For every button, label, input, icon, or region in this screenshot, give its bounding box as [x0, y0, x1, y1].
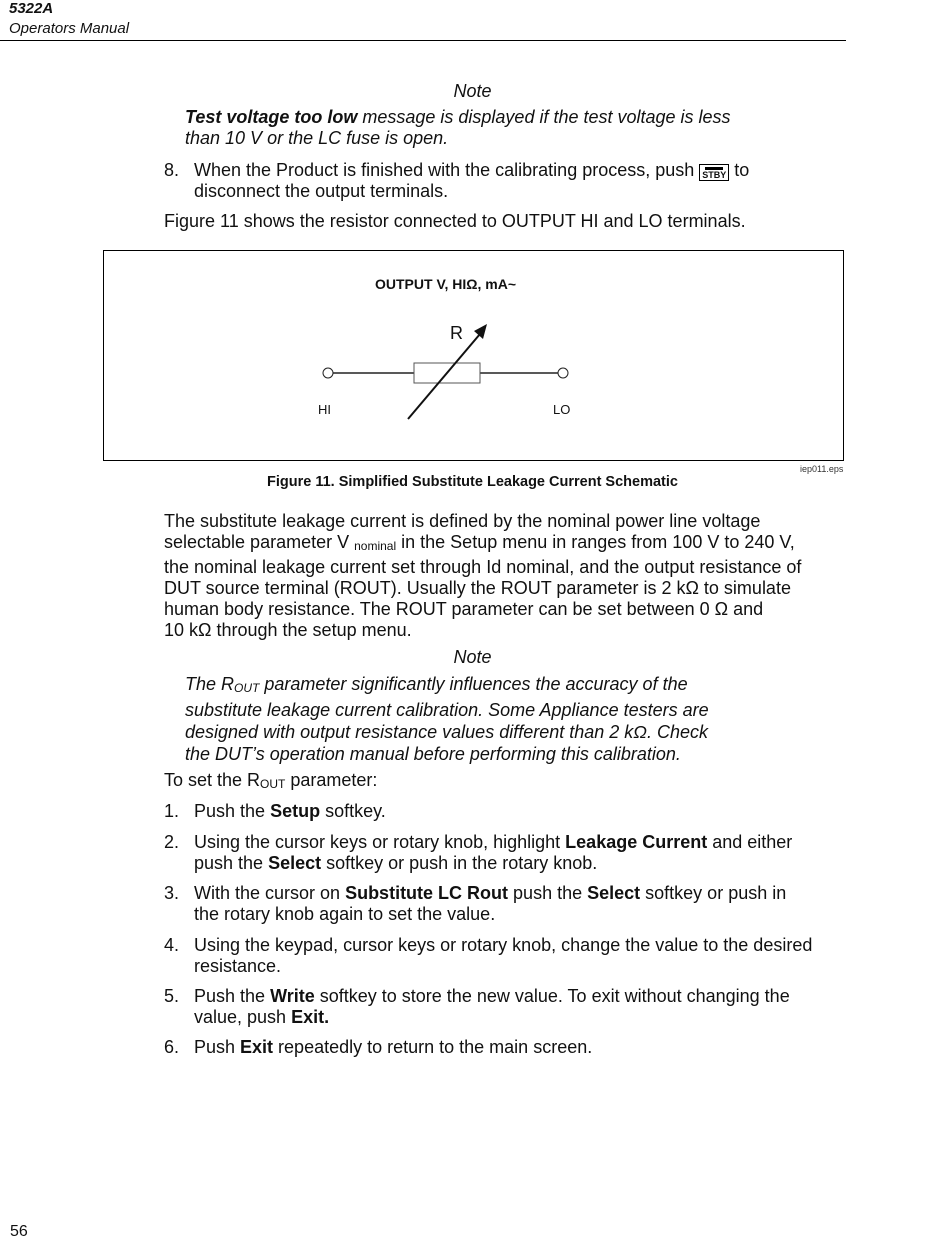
text-run: Using the keypad, cursor keys or rotary knob, change the value to the desired: [194, 935, 813, 955]
bold-text: Leakage Current: [565, 832, 708, 852]
step-number: 5.: [164, 986, 180, 1006]
subscript-text: OUT: [260, 777, 286, 791]
text-line: [194, 986, 790, 1007]
step-number: 1.: [164, 801, 180, 821]
text-line: [164, 599, 801, 620]
text-run: designed with output resistance values different than 2 kΩ. Check: [185, 722, 708, 742]
text-line: [164, 557, 801, 578]
text-line: [164, 770, 377, 795]
step-number: 8.: [164, 160, 180, 180]
step-number: 6.: [164, 1037, 180, 1057]
text-run: value, push: [194, 1007, 292, 1027]
bold-text: Select: [587, 883, 641, 903]
text-run: substitute leakage current calibration. Some Appliance testers are: [185, 700, 709, 720]
note-text: [185, 107, 731, 149]
step-text: [194, 986, 790, 1028]
text-run: the DUT’s operation manual before performing this calibration.: [185, 744, 681, 764]
text-line: [194, 904, 786, 925]
hi-terminal: [323, 368, 333, 378]
lo-terminal-label: LO: [553, 402, 571, 417]
step-text: to: [729, 160, 750, 180]
header-rule: [0, 40, 846, 41]
text-run: DUT source terminal (ROUT). Usually the ROUT parameter is 2 kΩ to simulate: [164, 578, 791, 598]
text-line: [164, 620, 801, 641]
text-run: parameter significantly influences the accuracy of the: [259, 674, 688, 694]
text-line: [194, 1037, 592, 1058]
text-run: The R: [185, 674, 235, 694]
bold-text: Test voltage too low: [185, 107, 358, 127]
text-run: Push: [194, 1037, 241, 1057]
figure-intro: Figure 11 shows the resistor connected to OUTPUT HI and LO terminals.: [164, 211, 746, 231]
stby-key-icon: STBY: [699, 164, 729, 181]
bold-text: Exit: [240, 1037, 274, 1057]
text-line: [194, 935, 812, 956]
text-line: [194, 1007, 790, 1028]
text-line: [185, 128, 731, 149]
text-run: softkey.: [320, 801, 386, 821]
bold-text: Setup: [270, 801, 321, 821]
text-run: Push the: [194, 801, 271, 821]
text-line: [194, 801, 386, 822]
header-subtitle: Operators Manual: [9, 20, 130, 37]
note-title: Note: [453, 81, 492, 101]
figure-11-schematic: [103, 250, 844, 461]
step-8-text: [194, 160, 749, 202]
step-text: disconnect the output terminals.: [194, 181, 449, 201]
text-line: [194, 956, 812, 977]
bold-text: Write: [270, 986, 315, 1006]
body-paragraph: [164, 511, 801, 641]
bold-text: Exit.: [291, 1007, 330, 1027]
subscript-text: OUT: [234, 681, 260, 695]
text-line: [194, 853, 792, 874]
lo-terminal: [558, 368, 568, 378]
page-number: 56: [10, 1223, 28, 1240]
text-run: in the Setup menu in ranges from 100 V to 240 V,: [396, 532, 795, 552]
step-text: [194, 935, 812, 977]
text-line: [185, 107, 731, 128]
text-run: The substitute leakage current is defined by the nominal power line voltage: [164, 511, 761, 531]
text-run: softkey or push in: [640, 883, 787, 903]
text-line: [185, 743, 709, 765]
step-text: [194, 1037, 592, 1058]
text-run: and either: [707, 832, 793, 852]
text-run: 10 kΩ through the setup menu.: [164, 620, 412, 640]
figure-file-label: iep011.eps: [800, 464, 844, 474]
text-run: Push the: [194, 986, 271, 1006]
figure-title: OUTPUT V, HIΩ, mA~: [375, 276, 517, 292]
bold-text: Substitute LC Rout: [345, 883, 509, 903]
variable-resistor-diagram: [104, 251, 843, 460]
step-number: 4.: [164, 935, 180, 955]
figure-caption: Figure 11. Simplified Substitute Leakage Current Schematic: [267, 474, 678, 490]
text-line: [194, 832, 792, 853]
text-line: [164, 578, 801, 599]
text-line: [185, 721, 709, 743]
text-run: To set the R: [164, 770, 261, 790]
text-run: human body resistance. The ROUT parameter can be set between 0 Ω and: [164, 599, 764, 619]
step-text: [194, 801, 386, 822]
hi-terminal-label: HI: [318, 402, 331, 417]
text-run: repeatedly to return to the main screen.: [273, 1037, 593, 1057]
note-text: [185, 673, 709, 765]
text-line: [194, 883, 786, 904]
text-run: push the: [508, 883, 588, 903]
text-run: the rotary knob again to set the value.: [194, 904, 496, 924]
procedure-intro: [164, 770, 377, 795]
text-run: push the: [194, 853, 269, 873]
subscript-text: nominal: [354, 539, 397, 553]
step-text: [194, 883, 786, 925]
text-run: selectable parameter V: [164, 532, 355, 552]
bold-text: Select: [268, 853, 322, 873]
step-text: [194, 832, 792, 874]
text-run: resistance.: [194, 956, 282, 976]
text-run: With the cursor on: [194, 883, 346, 903]
resistor-label: R: [450, 323, 463, 343]
text-run: message is displayed if the test voltage is less: [357, 107, 731, 127]
text-run: the nominal leakage current set through Id nominal, and the output resistance of: [164, 557, 802, 577]
note-title: Note: [453, 647, 492, 667]
text-line: [185, 699, 709, 721]
arrow-head-icon: [474, 324, 487, 339]
text-run: softkey or push in the rotary knob.: [321, 853, 598, 873]
text-run: softkey to store the new value. To exit without changing the: [314, 986, 790, 1006]
step-number: 3.: [164, 883, 180, 903]
text-run: Using the cursor keys or rotary knob, highlight: [194, 832, 566, 852]
step-number: 2.: [164, 832, 180, 852]
text-line: [185, 673, 709, 699]
text-run: than 10 V or the LC fuse is open.: [185, 128, 449, 148]
header-model: 5322A: [9, 0, 54, 17]
text-line: [164, 532, 801, 557]
text-run: parameter:: [285, 770, 378, 790]
text-line: [164, 511, 801, 532]
step-text: When the Product is finished with the calibrating process, push: [194, 160, 700, 180]
